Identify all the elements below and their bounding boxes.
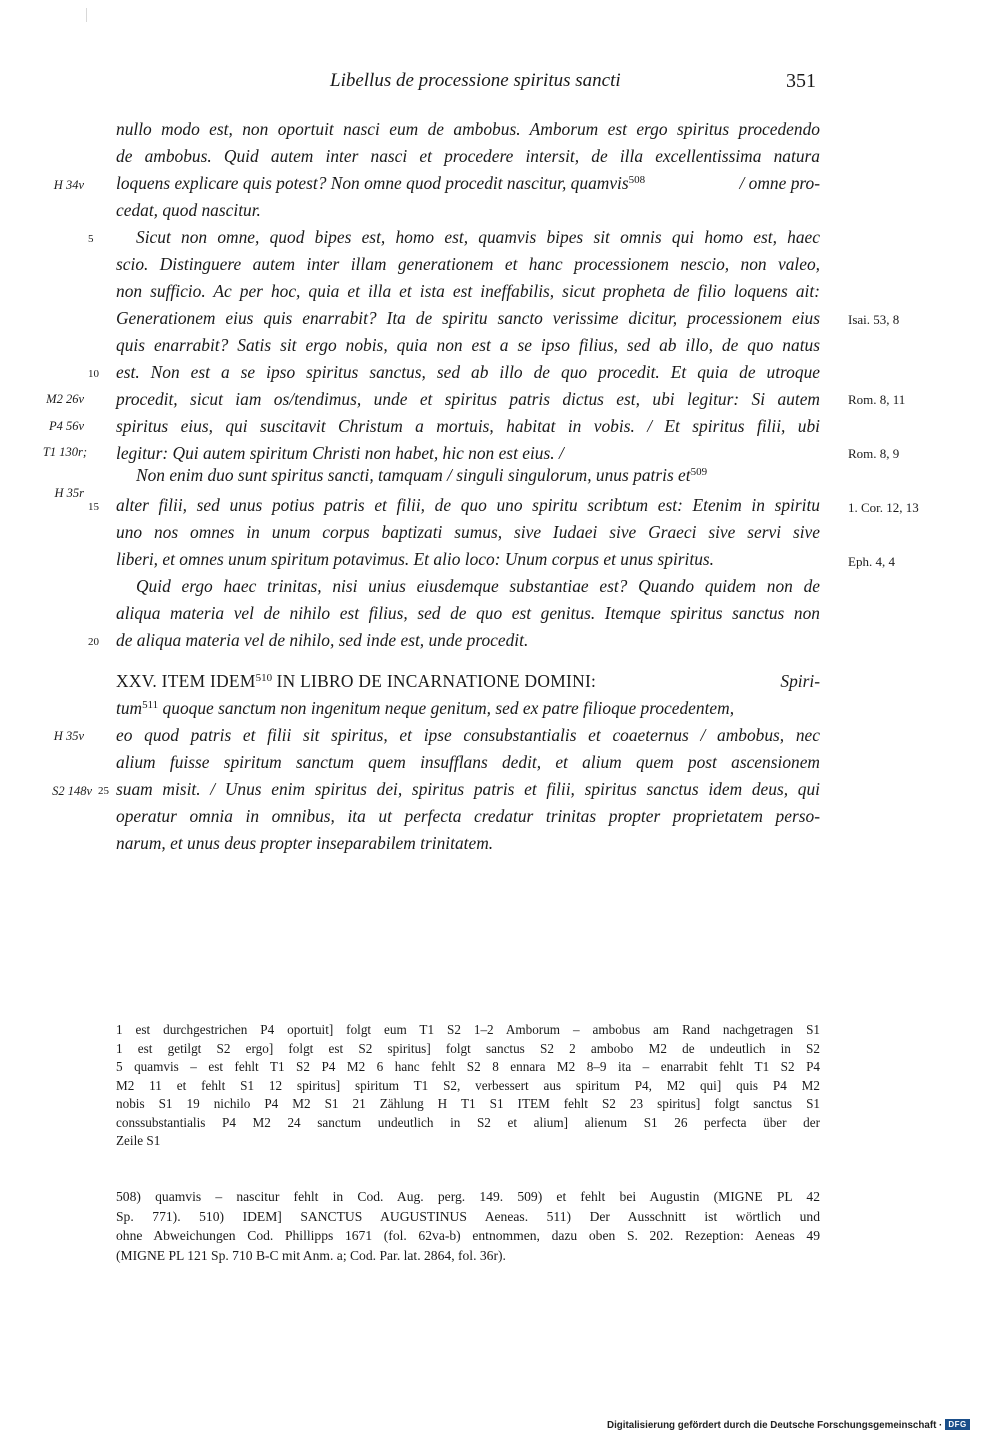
line-number: 20 bbox=[88, 636, 99, 648]
text-line: eo quod patris et filii sit spiritus, et ipse consubstantialis et coaeternus / ambobus, nec bbox=[116, 725, 820, 745]
section-heading: XXV. ITEM IDEM$^{510}$ IN LIBRO DE INCARNATIONE DOMINI: Spiri- bbox=[116, 671, 820, 691]
text-line: est. Non est a se ipso spiritus sanctus, sed ab illo de quo procedit. Et quia de utroque bbox=[116, 362, 820, 382]
text-line: legitur: Qui autem spiritum Christi non habet, hic non est eius. / bbox=[116, 443, 564, 463]
text-line: operatur omnia in omnibus, ita ut perfecta credatur trinitas propter proprietatem perso- bbox=[116, 806, 820, 826]
line-number: 15 bbox=[88, 501, 99, 513]
critical-apparatus bbox=[116, 1021, 820, 1151]
line-number: 25 bbox=[98, 785, 109, 797]
funding-text: Digitalisierung gefördert durch die Deutsche Forschungsgemeinschaft · bbox=[607, 1420, 943, 1431]
text-line: cedat, quod nascitur. bbox=[116, 200, 261, 220]
text-line: non sufficio. Ac per hoc, quia et illa et ista est ineffabilis, sicut propheta de filio loquens ait: bbox=[116, 281, 820, 301]
text-line: liberi, et omnes unum spiritum potavimus. Et alio loco: Unum corpus et unus spiritus. bbox=[116, 549, 715, 569]
text-line: tum$^{511}$ quoque sanctum non ingenitum neque genitum, sed ex patre filioque procedentem, bbox=[116, 698, 735, 718]
apparatus-line: conssubstantialis P4 M2 24 sanctum undeutlich in S2 et alium] alienum S1 26 perfecta über der bbox=[116, 1114, 820, 1130]
manuscript-siglum: H 34v bbox=[53, 178, 84, 192]
text-line: suam misit. / Unus enim spiritus dei, spiritus patris et filii, spiritus sanctus idem deus, qui bbox=[116, 779, 820, 799]
line-number: 5 bbox=[88, 233, 94, 245]
text-line: alium fuisse spiritum sanctum quem insufflans dedit, et alium quem post ascensionem bbox=[116, 752, 820, 772]
manuscript-siglum: P4 56v bbox=[48, 419, 84, 433]
text-line: Non enim duo sunt spiritus sancti, tamquam / singuli singulorum, unus patris $et^{509}$ bbox=[136, 465, 708, 485]
text-line: nullo modo est, non oportuit nasci eum de ambobus. Amborum est ergo spiritus procedendo bbox=[116, 119, 820, 139]
footnotes bbox=[116, 1187, 820, 1265]
apparatus-line: M2 11 et fehlt S1 12 spiritus] spiritum T1 S2, verbessert aus spiritum P4, M2 qui] quis P4 M2 bbox=[116, 1077, 820, 1093]
line-number: 10 bbox=[88, 368, 99, 380]
scripture-reference: Rom. 8, 9 bbox=[848, 446, 900, 461]
manuscript-siglum: H 35r bbox=[54, 486, 84, 500]
dfg-logo: DFG bbox=[945, 1419, 969, 1430]
apparatus-line: 5 quamvis – est fehlt T1 S2 P4 M2 6 hanc fehlt S2 8 ennara M2 8–9 ita – enarrabit fehlt T1 S2 P4 bbox=[116, 1059, 820, 1074]
funding-notice bbox=[607, 1419, 970, 1431]
text-line: alter filii, sed unus potius patris et filii, de quo uno spiritu scribtum est: Etenim in spiritu bbox=[116, 495, 820, 515]
footnote-line: (MIGNE PL 121 Sp. 710 B-C mit Anm. a; Cod. Par. lat. 2864, fol. 36r). bbox=[116, 1247, 506, 1263]
scripture-reference: Eph. 4, 4 bbox=[848, 554, 895, 569]
scripture-reference: 1. Cor. 12, 13 bbox=[848, 500, 919, 515]
text-line: quis enarrabit? Satis sit ergo nobis, quia non est a se ipso filius, sed ab illo, de quo natus bbox=[116, 335, 820, 355]
text-line: aliqua materia vel de nihilo est filius, sed de quo est genitus. Itemque spiritus sanctus non bbox=[116, 603, 820, 623]
footnote-line: Sp. 771). 510) IDEM] SANCTUS AUGUSTINUS Aeneas. 511) Der Ausschnitt ist wörtlich und bbox=[116, 1208, 820, 1224]
footnote-line: ohne Abweichungen Cod. Phillipps 1671 (fol. 62va-b) entnommen, dazu oben S. 202. Rezeption: Aeneas 49 bbox=[116, 1228, 820, 1243]
text-line: de aliqua materia vel de nihilo, sed inde est, unde procedit. bbox=[116, 630, 529, 650]
manuscript-siglum: H 35v bbox=[53, 729, 84, 743]
text-line: procedit, sicut iam os/tendimus, unde et spiritus patris dictus est, ubi legitur: Si autem bbox=[116, 389, 820, 409]
margin-mark bbox=[86, 8, 87, 22]
apparatus-line: nobis S1 19 nichilo P4 M2 S1 21 Zählung H T1 S1 ITEM fehlt S2 23 spiritus] folgt sanctus S1 bbox=[116, 1096, 820, 1111]
manuscript-siglum: T1 130r; bbox=[42, 445, 87, 459]
apparatus-line: Zeile S1 bbox=[116, 1133, 161, 1148]
manuscript-siglum: S2 148v bbox=[52, 784, 92, 798]
text-line: Generationem eius quis enarrabit? Ita de spiritu sancto verissime dicitur, processionem eius bbox=[116, 308, 820, 328]
text-line: uno nos omnes in unum corpus baptizati sumus, sive Iudaei sive Graeci sive servi sive bbox=[116, 522, 820, 542]
text-line: spiritus eius, qui suscitavit Christum a mortuis, habitat in vobis. / Et spiritus filii, ubi bbox=[116, 416, 820, 436]
apparatus-line: 1 est getilgt S2 ergo] folgt est S2 spiritus] folgt sanctus S2 2 ambobo M2 de undeutlich in S2 bbox=[116, 1040, 820, 1056]
text-line: loquens explicare quis potest? Non omne quod procedit nascitur, quamvis$^{508}$ / omne pro- bbox=[116, 173, 820, 193]
apparatus-line: 1 est durchgestrichen P4 oportuit] folgt eum T1 S2 1–2 Amborum – ambobus am Rand nachgetragen S1 bbox=[116, 1022, 820, 1037]
scripture-reference: Rom. 8, 11 bbox=[848, 392, 906, 407]
text-line: narum, et unus deus propter inseparabilem trinitatem. bbox=[116, 833, 494, 853]
running-title: Libellus de processione spiritus sancti bbox=[330, 70, 621, 91]
manuscript-siglum: M2 26v bbox=[46, 392, 84, 406]
text-line: Sicut non omne, quod bipes est, homo est, quamvis bipes sit omnis qui homo est, haec bbox=[136, 227, 820, 247]
page-number: 351 bbox=[786, 70, 816, 92]
text-line: de ambobus. Quid autem inter nasci et procedere intersit, de illa excellentissima natura bbox=[116, 146, 820, 166]
text-line: Quid ergo haec trinitas, nisi unius eiusdemque substantiae est? Quando quidem non de bbox=[136, 576, 820, 596]
scripture-reference: Isai. 53, 8 bbox=[848, 312, 900, 327]
footnote-line: 508) quamvis – nascitur fehlt in Cod. Aug. perg. 149. 509) et fehlt bei Augustin (MIGNE PL 42 bbox=[116, 1189, 820, 1204]
text-line: scio. Distinguere autem inter illam generationem et hanc processionem nescio, non valeo, bbox=[116, 254, 820, 274]
